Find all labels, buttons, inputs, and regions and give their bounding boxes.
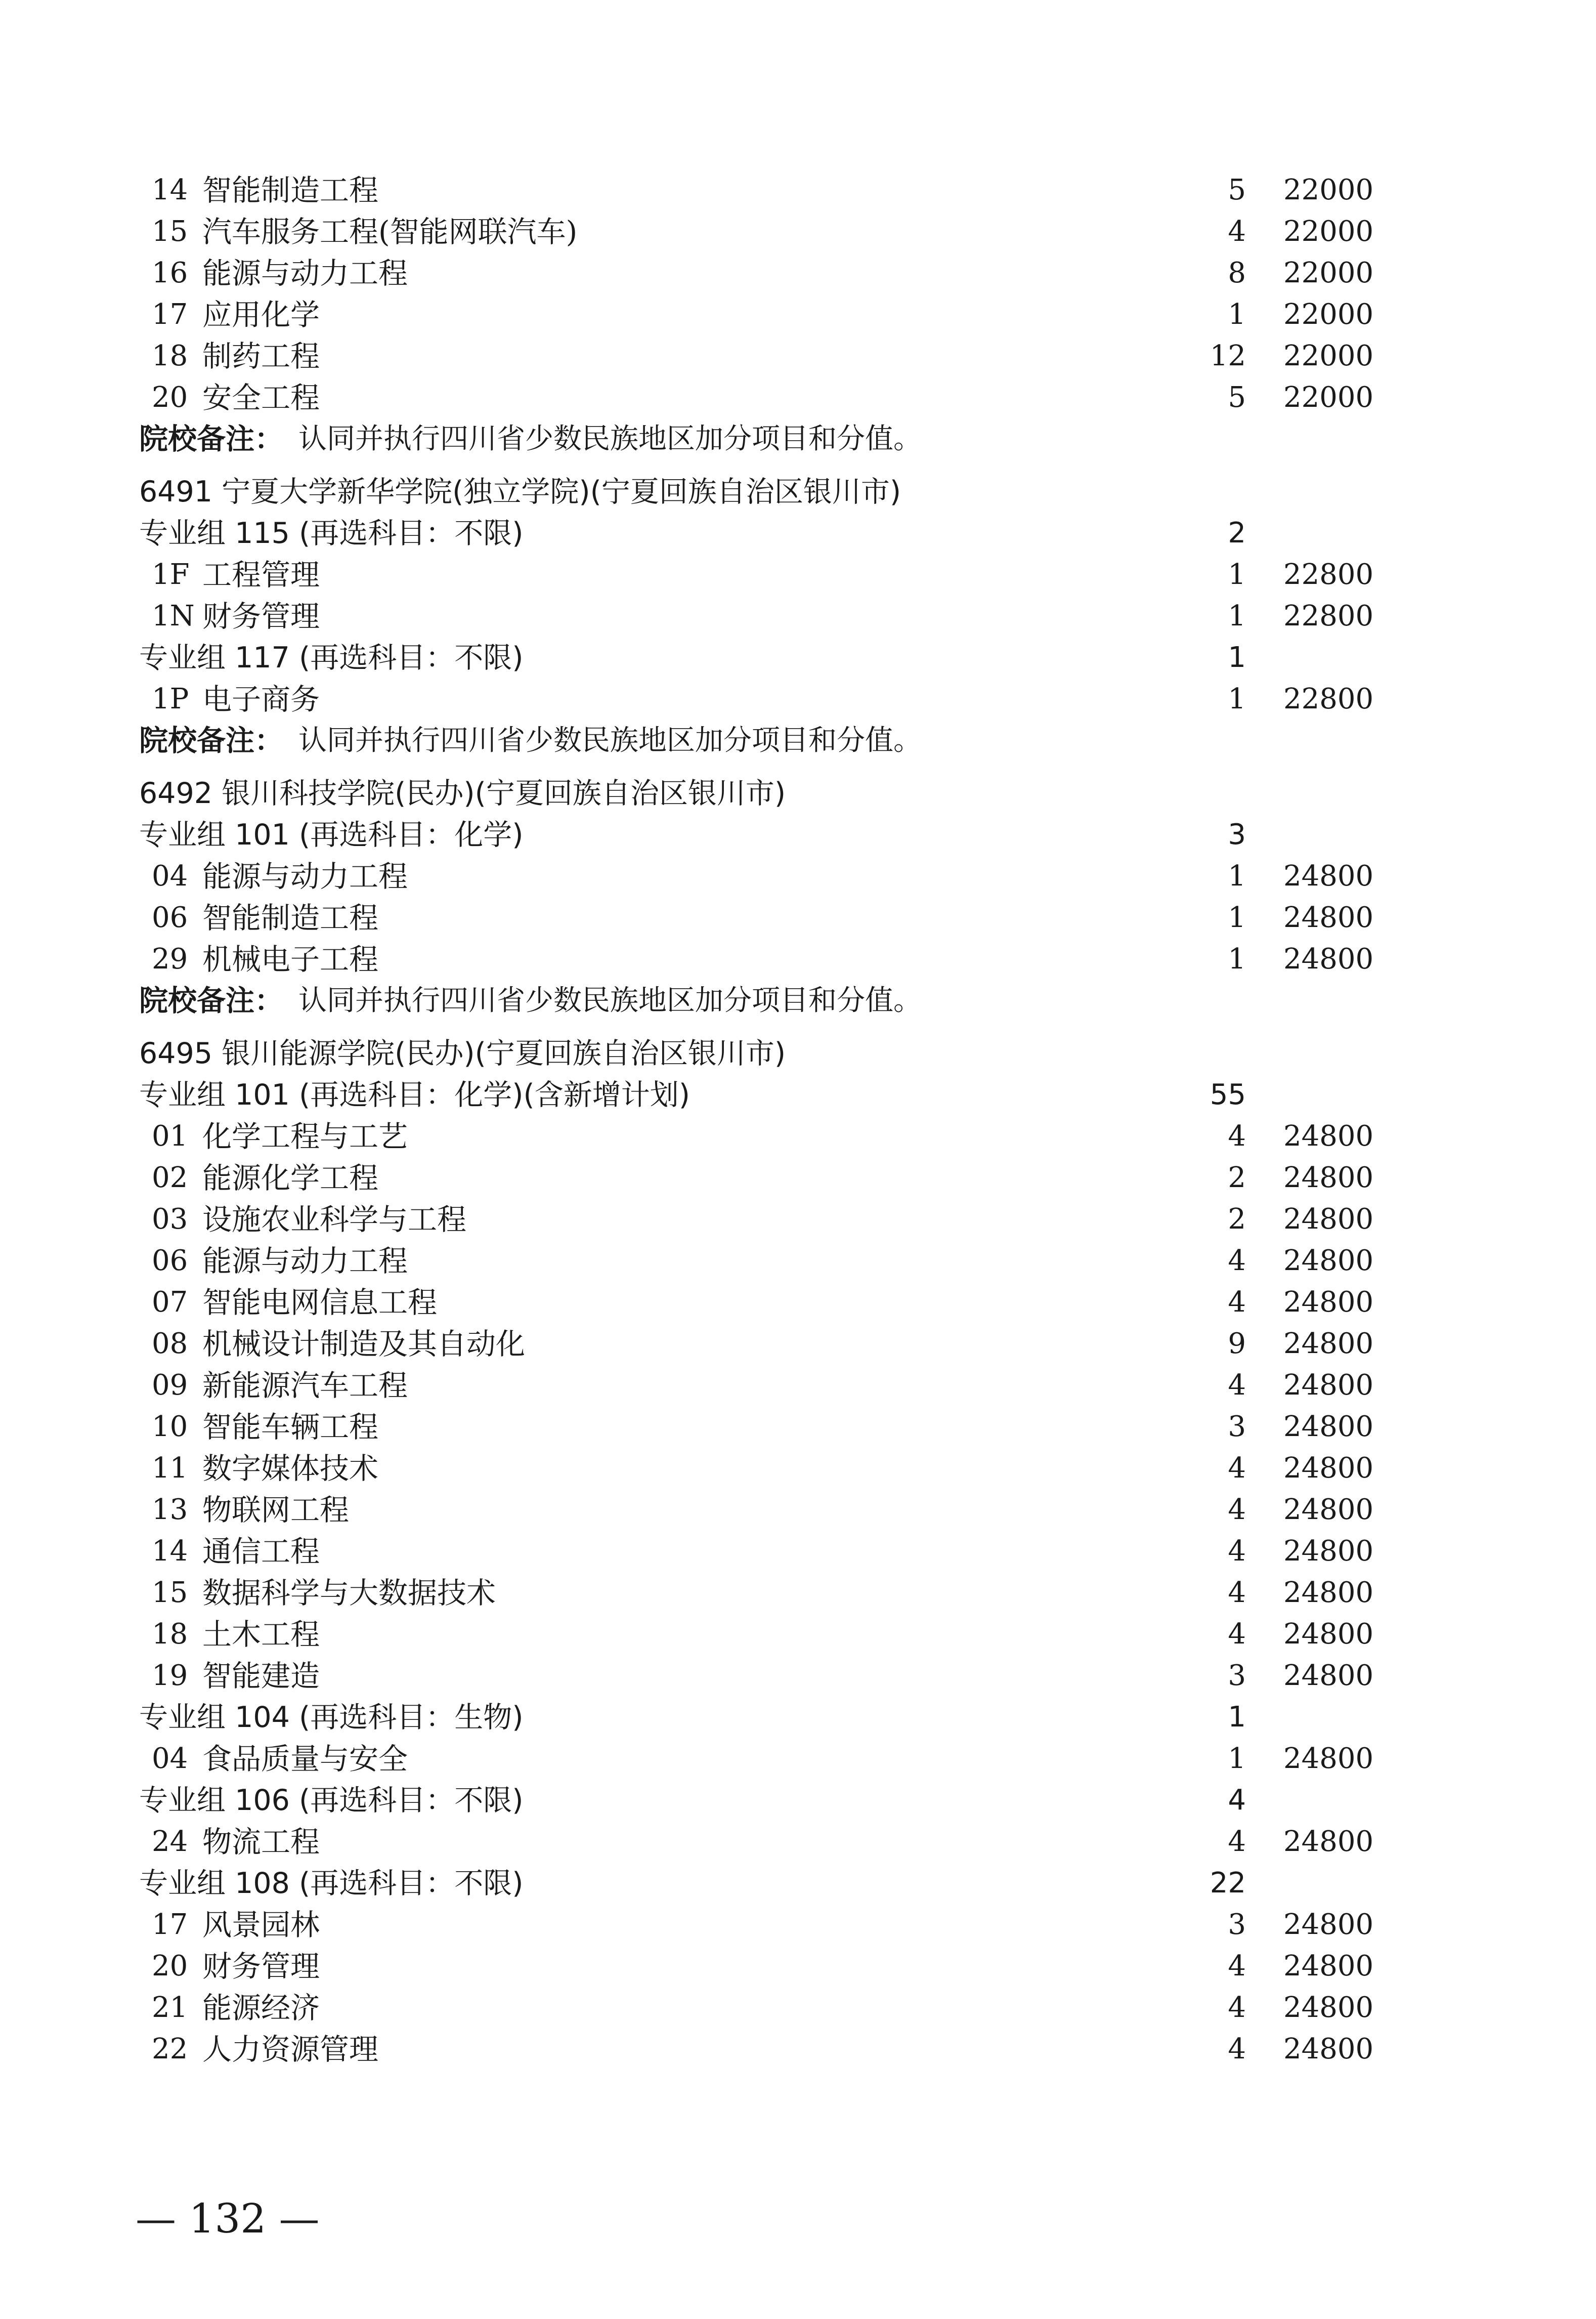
group-plan-count: 4 — [1228, 1784, 1246, 1817]
major-row — [0, 1987, 1596, 2029]
major-tuition: 22800 — [1283, 558, 1374, 591]
major-row — [0, 1946, 1596, 1987]
major-row — [0, 1365, 1596, 1406]
school-remark — [0, 418, 1596, 460]
remark-label: 院校备注： — [139, 423, 283, 456]
remark-label: 院校备注： — [139, 724, 283, 757]
group-plan-count: 55 — [1210, 1078, 1246, 1111]
major-tuition: 24800 — [1283, 1535, 1374, 1568]
remark-label: 院校备注： — [139, 984, 283, 1018]
major-plan-count: 4 — [1228, 1618, 1246, 1651]
major-group-title: 专业组 117 (再选科目：不限) — [139, 641, 524, 674]
school-header — [0, 471, 1596, 513]
major-name: 化学工程与工艺 — [202, 1119, 408, 1154]
major-name: 工程管理 — [202, 558, 320, 592]
major-tuition: 24800 — [1283, 1203, 1374, 1236]
major-code: 1P — [152, 683, 189, 715]
major-group-title: 专业组 101 (再选科目：化学) — [139, 818, 524, 852]
group-plan-count: 1 — [1228, 1701, 1246, 1734]
major-row — [0, 1904, 1596, 1946]
major-tuition: 22000 — [1283, 298, 1374, 331]
school-title: 6492 银川科技学院(民办)(宁夏回族自治区银川市) — [139, 777, 786, 810]
major-plan-count: 1 — [1228, 943, 1246, 976]
major-name: 财务管理 — [202, 599, 320, 634]
major-tuition: 24800 — [1283, 901, 1374, 934]
major-code: 22 — [152, 2033, 188, 2065]
school-header — [0, 1033, 1596, 1074]
major-row — [0, 1199, 1596, 1240]
major-row — [0, 1323, 1596, 1365]
school-title: 6491 宁夏大学新华学院(独立学院)(宁夏回族自治区银川市) — [139, 475, 901, 509]
major-tuition: 24800 — [1283, 1410, 1374, 1443]
major-code: 29 — [152, 943, 188, 976]
major-name: 智能制造工程 — [202, 901, 379, 935]
major-row — [0, 211, 1596, 252]
major-tuition: 24800 — [1283, 1120, 1374, 1153]
remark-text: 认同并执行四川省少数民族地区加分项目和分值。 — [298, 724, 922, 757]
major-row — [0, 252, 1596, 294]
major-tuition: 24800 — [1283, 1659, 1374, 1692]
major-code: 1N — [152, 600, 195, 633]
major-row — [0, 1655, 1596, 1697]
major-plan-count: 4 — [1228, 1286, 1246, 1319]
major-name: 财务管理 — [202, 1949, 320, 1984]
major-tuition: 24800 — [1283, 1161, 1374, 1194]
major-code: 14 — [152, 174, 188, 206]
major-plan-count: 3 — [1228, 1659, 1246, 1692]
major-name: 数字媒体技术 — [202, 1451, 379, 1486]
major-name: 能源与动力工程 — [202, 256, 408, 290]
major-code: 07 — [152, 1286, 188, 1319]
major-row — [0, 170, 1596, 211]
major-code: 06 — [152, 901, 188, 934]
group-plan-count: 2 — [1228, 517, 1246, 550]
major-tuition: 24800 — [1283, 1576, 1374, 1609]
major-tuition: 24800 — [1283, 1244, 1374, 1277]
major-code: 09 — [152, 1369, 188, 1402]
major-tuition: 24800 — [1283, 1618, 1374, 1651]
major-row — [0, 939, 1596, 980]
major-row — [0, 897, 1596, 939]
major-tuition: 24800 — [1283, 1327, 1374, 1360]
major-group-row — [0, 814, 1596, 856]
major-name: 电子商务 — [202, 682, 320, 716]
major-name: 安全工程 — [202, 381, 320, 415]
major-group-row — [0, 1863, 1596, 1904]
major-plan-count: 4 — [1228, 1493, 1246, 1526]
group-plan-count: 22 — [1210, 1867, 1246, 1900]
major-tuition: 24800 — [1283, 1493, 1374, 1526]
major-code: 04 — [152, 860, 188, 893]
major-code: 17 — [152, 1908, 188, 1941]
major-name: 能源经济 — [202, 1991, 320, 2025]
major-row — [0, 596, 1596, 637]
major-plan-count: 1 — [1228, 298, 1246, 331]
major-name: 机械设计制造及其自动化 — [202, 1327, 526, 1361]
major-plan-count: 1 — [1228, 558, 1246, 591]
major-tuition: 24800 — [1283, 1369, 1374, 1402]
major-code: 18 — [152, 1618, 188, 1651]
major-code: 10 — [152, 1410, 188, 1443]
group-plan-count: 1 — [1228, 641, 1246, 674]
major-row — [0, 1448, 1596, 1489]
major-row — [0, 1821, 1596, 1863]
major-group-row — [0, 637, 1596, 679]
major-code: 01 — [152, 1120, 188, 1153]
major-plan-count: 4 — [1228, 1452, 1246, 1485]
major-code: 11 — [152, 1452, 188, 1485]
major-tuition: 24800 — [1283, 1950, 1374, 1983]
major-plan-count: 1 — [1228, 860, 1246, 893]
major-plan-count: 1 — [1228, 683, 1246, 715]
major-plan-count: 4 — [1228, 1825, 1246, 1858]
major-name: 智能建造 — [202, 1659, 320, 1693]
major-code: 03 — [152, 1203, 188, 1236]
major-group-row — [0, 1697, 1596, 1738]
major-tuition: 22000 — [1283, 381, 1374, 414]
major-row — [0, 679, 1596, 720]
major-code: 20 — [152, 1950, 188, 1983]
major-name: 能源化学工程 — [202, 1161, 379, 1195]
major-plan-count: 1 — [1228, 901, 1246, 934]
major-name: 物流工程 — [202, 1825, 320, 1859]
major-tuition: 24800 — [1283, 1991, 1374, 2024]
major-name: 智能电网信息工程 — [202, 1285, 438, 1320]
major-name: 土木工程 — [202, 1617, 320, 1652]
major-code: 04 — [152, 1742, 188, 1775]
major-name: 新能源汽车工程 — [202, 1368, 408, 1403]
major-tuition: 24800 — [1283, 943, 1374, 976]
major-tuition: 22800 — [1283, 600, 1374, 633]
major-tuition: 24800 — [1283, 2033, 1374, 2065]
major-plan-count: 4 — [1228, 1244, 1246, 1277]
major-tuition: 24800 — [1283, 1286, 1374, 1319]
group-plan-count: 3 — [1228, 818, 1246, 851]
major-row — [0, 1157, 1596, 1199]
major-row — [0, 377, 1596, 418]
major-plan-count: 8 — [1228, 257, 1246, 289]
major-code: 17 — [152, 298, 188, 331]
remark-text: 认同并执行四川省少数民族地区加分项目和分值。 — [298, 423, 922, 455]
major-code: 15 — [152, 215, 188, 248]
major-plan-count: 4 — [1228, 1369, 1246, 1402]
major-plan-count: 1 — [1228, 600, 1246, 633]
major-code: 24 — [152, 1825, 188, 1858]
major-row — [0, 1406, 1596, 1448]
major-row — [0, 1614, 1596, 1655]
major-group-title: 专业组 106 (再选科目：不限) — [139, 1784, 524, 1817]
major-name: 制药工程 — [202, 339, 320, 373]
major-name: 汽车服务工程(智能网联汽车) — [202, 215, 578, 249]
major-row — [0, 1489, 1596, 1531]
enrollment-plan-list — [0, 170, 1596, 2070]
major-tuition: 22800 — [1283, 683, 1374, 715]
major-code: 06 — [152, 1244, 188, 1277]
major-plan-count: 5 — [1228, 381, 1246, 414]
major-code: 08 — [152, 1327, 188, 1360]
major-row — [0, 1531, 1596, 1572]
major-plan-count: 4 — [1228, 1535, 1246, 1568]
major-tuition: 22000 — [1283, 340, 1374, 372]
major-name: 智能制造工程 — [202, 173, 379, 207]
major-row — [0, 856, 1596, 897]
page-number: — 132 — — [136, 2195, 320, 2242]
major-plan-count: 3 — [1228, 1410, 1246, 1443]
major-code: 20 — [152, 381, 188, 414]
school-header — [0, 773, 1596, 814]
major-group-row — [0, 1780, 1596, 1821]
major-code: 15 — [152, 1576, 188, 1609]
major-plan-count: 5 — [1228, 174, 1246, 206]
major-name: 设施农业科学与工程 — [202, 1202, 467, 1237]
major-tuition: 24800 — [1283, 1825, 1374, 1858]
major-name: 应用化学 — [202, 298, 320, 332]
major-plan-count: 2 — [1228, 1203, 1246, 1236]
school-remark — [0, 720, 1596, 762]
major-plan-count: 4 — [1228, 2033, 1246, 2065]
school-title: 6495 银川能源学院(民办)(宁夏回族自治区银川市) — [139, 1037, 786, 1070]
major-tuition: 24800 — [1283, 1742, 1374, 1775]
major-name: 机械电子工程 — [202, 942, 379, 977]
major-group-row — [0, 513, 1596, 554]
major-row — [0, 1572, 1596, 1614]
major-row — [0, 554, 1596, 596]
major-name: 物联网工程 — [202, 1493, 350, 1527]
major-name: 能源与动力工程 — [202, 1244, 408, 1278]
major-tuition: 24800 — [1283, 1908, 1374, 1941]
major-tuition: 22000 — [1283, 215, 1374, 248]
major-code: 14 — [152, 1535, 188, 1568]
major-group-title: 专业组 104 (再选科目：生物) — [139, 1701, 524, 1734]
major-row — [0, 294, 1596, 335]
major-name: 风景园林 — [202, 1908, 320, 1942]
major-group-title: 专业组 115 (再选科目：不限) — [139, 517, 524, 550]
major-code: 19 — [152, 1659, 188, 1692]
major-row — [0, 1738, 1596, 1780]
major-name: 数据科学与大数据技术 — [202, 1576, 496, 1610]
major-name: 人力资源管理 — [202, 2032, 379, 2067]
major-row — [0, 1240, 1596, 1282]
major-row — [0, 2029, 1596, 2070]
major-code: 13 — [152, 1493, 188, 1526]
major-name: 能源与动力工程 — [202, 859, 408, 894]
major-code: 21 — [152, 1991, 188, 2024]
major-group-title: 专业组 108 (再选科目：不限) — [139, 1867, 524, 1900]
major-tuition: 24800 — [1283, 1452, 1374, 1485]
major-plan-count: 4 — [1228, 215, 1246, 248]
remark-text: 认同并执行四川省少数民族地区加分项目和分值。 — [298, 984, 922, 1017]
major-name: 通信工程 — [202, 1534, 320, 1569]
major-name: 智能车辆工程 — [202, 1410, 379, 1444]
major-plan-count: 2 — [1228, 1161, 1246, 1194]
major-plan-count: 12 — [1210, 340, 1246, 372]
major-plan-count: 9 — [1228, 1327, 1246, 1360]
major-row — [0, 1282, 1596, 1323]
major-code: 1F — [152, 558, 190, 591]
major-group-title: 专业组 101 (再选科目：化学)(含新增计划) — [139, 1078, 690, 1112]
major-plan-count: 4 — [1228, 1991, 1246, 2024]
major-group-row — [0, 1074, 1596, 1116]
major-code: 16 — [152, 257, 188, 289]
major-row — [0, 335, 1596, 377]
major-name: 食品质量与安全 — [202, 1742, 408, 1776]
major-tuition: 24800 — [1283, 860, 1374, 893]
school-remark — [0, 980, 1596, 1022]
major-plan-count: 1 — [1228, 1742, 1246, 1775]
major-row — [0, 1116, 1596, 1157]
major-tuition: 22000 — [1283, 257, 1374, 289]
major-tuition: 22000 — [1283, 174, 1374, 206]
major-code: 18 — [152, 340, 188, 372]
major-plan-count: 4 — [1228, 1950, 1246, 1983]
major-code: 02 — [152, 1161, 188, 1194]
major-plan-count: 4 — [1228, 1576, 1246, 1609]
major-plan-count: 4 — [1228, 1120, 1246, 1153]
major-plan-count: 3 — [1228, 1908, 1246, 1941]
